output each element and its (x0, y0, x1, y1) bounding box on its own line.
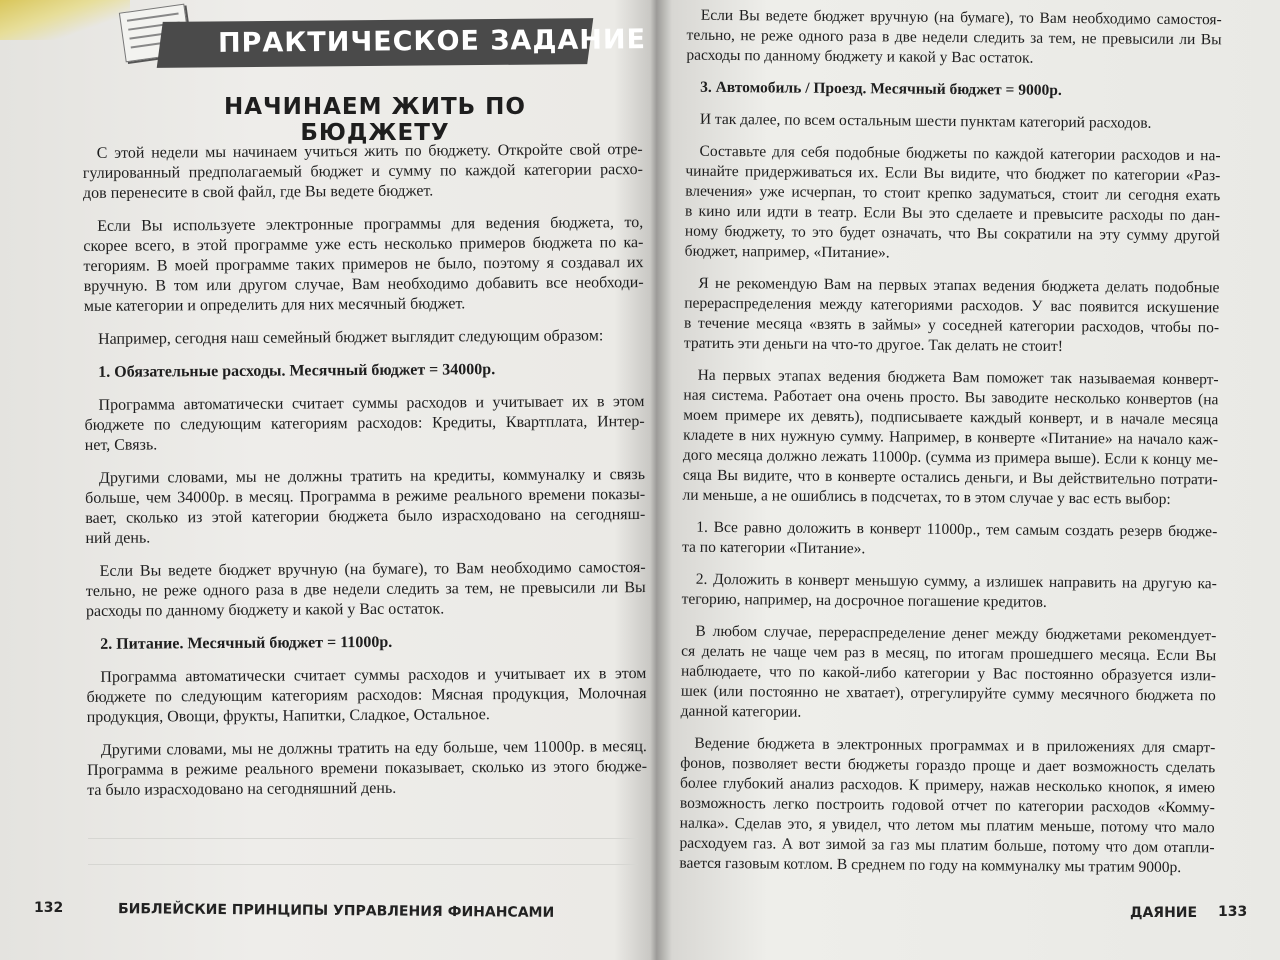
section-banner-label: ПРАКТИЧЕСКОЕ ЗАДАНИЕ (217, 24, 647, 59)
text-line: Ведение бюджета в электронных программах и в приложениях для смарт- (694, 734, 1216, 757)
text-line: Другими словами, мы не должны тратить на кредиты, коммуналку и связь (98, 466, 646, 487)
paragraph (686, 6, 1222, 71)
text-line: Другими словами, мы не должны тратить на еду больше, чем 11000р. в месяц. (100, 738, 647, 759)
text-line: вает, сколько из этой категории бюджета было израсходовано на сегодняш- (85, 506, 646, 527)
text-line: Если Вы используете электронные программы для ведения бюджета, то, (97, 214, 644, 235)
text-line: дого месяца должно лежать 11000р. (сумма из примера выше). Если к концу ме- (682, 446, 1218, 469)
right-running-title: ДАЯНИЕ (1130, 905, 1198, 921)
text-line: чинайте придерживаться их. Если Вы видите, что бюджет по категории «Раз- (685, 162, 1221, 185)
paragraph (682, 570, 1217, 615)
text-line: И так далее, по всем остальным шести пунктам категорий расходов. (699, 110, 1152, 132)
note-line (88, 838, 638, 839)
note-line (88, 864, 638, 865)
text-line: тегорию, например, на досрочное погашение кредитов. (681, 590, 1047, 611)
text-line: расходуем газ. А вот зимой за газ мы платим больше, потому что дом отапли- (679, 834, 1215, 857)
text-line: тельно, не реже одного раза в две недели следить за тем, не превысили ли Вы (85, 579, 646, 600)
text-line: перераспределения между категориями расходов. У вас появится искушение (684, 294, 1220, 317)
text-line: бюджете по следующим категориям расходов: Мясная продукция, Молочная (86, 685, 647, 706)
text-line: моем примере их девять), подписываете каждый конверт, и в начале месяца (683, 406, 1219, 429)
text-line: 1. Все равно доложить в конверт 11000р., тем самым создать резерв бюдже- (696, 518, 1218, 541)
paragraph (85, 465, 646, 549)
text-line: нет, Связь. (84, 436, 158, 454)
paragraph (679, 734, 1215, 879)
text-line: тельно, не реже одного раза в две недели следить за тем, не превысили ли Вы (686, 26, 1222, 49)
left-page-body (83, 140, 648, 814)
paragraph (682, 518, 1217, 563)
text-line: тратить эти деньги на что-то другое. Так делать не стоит! (683, 334, 1063, 355)
right-page-number: 133 (1218, 904, 1248, 920)
text-line: в кино или идти в театр. Если Вы это сделаете и превысите расходы по дан- (684, 202, 1221, 225)
text-line: возможность легко построить годовой отчет по категории расходов «Комму- (679, 794, 1215, 817)
paragraph (84, 326, 644, 350)
text-line: вручную. В том или другом случае, Вам необходимо добавить все необходи- (83, 274, 644, 295)
text-line: 1. Обязательные расходы. Месячный бюджет = 34000р. (98, 361, 496, 381)
text-line: продукция, Овощи, фрукты, Напитки, Сладкое, Остальное. (86, 706, 490, 726)
paragraph (684, 274, 1220, 359)
right-page-body (679, 6, 1222, 891)
budget-heading (84, 359, 644, 383)
left-page-number: 132 (34, 900, 64, 916)
budget-heading (686, 78, 1221, 103)
text-line: фонов, позволяет вести бюджеты гораздо проще и дает возможность сделать (680, 754, 1216, 777)
text-line: та было израсходовано на сегодняшний день. (87, 779, 397, 799)
desk-edge (0, 0, 130, 40)
left-running-title: БИБЛЕЙСКИЕ ПРИНЦИПЫ УПРАВЛЕНИЯ ФИНАНСАМИ (117, 901, 555, 921)
paragraph (84, 392, 644, 456)
text-line: расходы по данному бюджету и какой у Вас остаток. (686, 46, 1034, 67)
text-line: данной категории. (680, 702, 802, 721)
text-line: налка». Сделав это, я увидел, что летом мы платим меньше, потому что мало (679, 814, 1215, 837)
text-line: Составьте для себя подобные бюджеты по каждой категории расходов и на- (699, 142, 1221, 165)
paragraph (86, 664, 646, 728)
text-line: скорее всего, в этой программе уже есть несколько примеров бюджета по ка- (83, 234, 644, 255)
paragraph (83, 213, 644, 317)
text-line: ли меньше, а не ошиблись в подсчетах, то в этом случае у вас есть выбор: (682, 486, 1171, 508)
paragraph (681, 622, 1217, 727)
text-line: в течение месяца «взять в займы» у соседней категории расходов, чтобы по- (684, 314, 1220, 337)
paragraph (83, 140, 643, 204)
paragraph (86, 558, 646, 622)
text-line: ному бюджету, то это будет означать, что Вы сократили на эту сумму другой (684, 222, 1220, 245)
text-line: сяца Вы видите, что в конверте остались деньги, и Вы действительно потрати- (682, 466, 1218, 489)
text-line: 3. Автомобиль / Проезд. Месячный бюджет = 9000р. (700, 78, 1062, 99)
text-line: мые категории и определить для них месячный бюджет. (83, 295, 466, 315)
text-line: Программа в режиме реального времени показывает, сколько из этого бюдже- (86, 758, 648, 779)
text-line: Например, сегодня наш семейный бюджет выглядит следующим образом: (97, 327, 604, 348)
text-line: 2. Доложить в конверт меньшую сумму, а излишек направить на другую ка- (695, 570, 1217, 593)
text-line: дов перенесите в свой файл, где Вы ведете бюджет. (82, 182, 434, 202)
text-line: наблюдаете, что по какой-либо категории у Вас постоянно образуется изли- (680, 662, 1217, 685)
text-line: шек (или постоянно не хватает), отрегулируйте сумму месячного бюджета по (680, 682, 1216, 705)
budget-heading (86, 631, 646, 655)
text-line: расходы по данному бюджету и какой у Вас остаток. (85, 600, 445, 620)
text-line: На первых этапах ведения бюджета Вам поможет так называемая конверт- (697, 366, 1219, 389)
text-line: Программа автоматически считает суммы расходов и учитывает их в этом (98, 393, 645, 414)
text-line: бюджет, например, «Питание». (684, 242, 890, 262)
text-line: тегориям. В моей программе таких примеров не было, поэтому я создавал их (83, 254, 644, 275)
text-line: та по категории «Питание». (682, 538, 866, 558)
text-line: вается газовым котлом. В среднем по году на коммуналку мы тратим 9000р. (679, 854, 1182, 877)
chapter-title: НАЧИНАЕМ ЖИТЬ ПО БЮДЖЕТУ (224, 94, 526, 146)
text-line: кладете в них нужную сумму. Например, в конверте «Питание» на начало каж- (683, 426, 1219, 449)
paragraph (686, 110, 1221, 135)
paragraph (685, 142, 1221, 267)
text-line: С этой недели мы начинаем учиться жить по бюджету. Откройте свой отре- (96, 141, 643, 162)
text-line: Если Вы ведете бюджет вручную (на бумаге), то Вам необходимо самостоя- (700, 6, 1222, 29)
text-line: ная система. Работает она очень просто. Вы заводите несколько конвертов (на (683, 386, 1219, 409)
text-line: 2. Питание. Месячный бюджет = 11000р. (100, 633, 393, 653)
text-line: Если Вы ведете бюджет вручную (на бумаге), то Вам необходимо самостоя- (99, 559, 646, 580)
text-line: ний день. (85, 529, 151, 547)
text-line: В любом случае, перераспределение денег между бюджетами рекомендует- (695, 622, 1217, 645)
text-line: влечения» уже исчерпан, то стоит крепко задуматься, стоит ли сегодня ехать (685, 182, 1221, 205)
text-line: Я не рекомендую Вам на первых этапах ведения бюджета делать подобные (698, 274, 1220, 297)
text-line: бюджете по следующим категориям расходов: Кредиты, Квартплата, Интер- (84, 413, 645, 434)
text-line: ся делать не чаще чем раз в месяц, по итогам прошедшего месяца. Если Вы (681, 642, 1217, 665)
paragraph (87, 737, 647, 801)
text-line: гулированный предполагаемый бюджет и сумму по каждой категории расхо- (82, 161, 643, 182)
text-line: больше, чем 34000р. в месяц. Программа в режиме реального времени показы- (85, 486, 646, 507)
text-line: более глубокий анализ расходов. К примеру, нажав несколько кнопок, я имею (679, 774, 1216, 797)
text-line: Программа автоматически считает суммы расходов и учитывает их в этом (100, 665, 647, 686)
paragraph (682, 366, 1218, 511)
